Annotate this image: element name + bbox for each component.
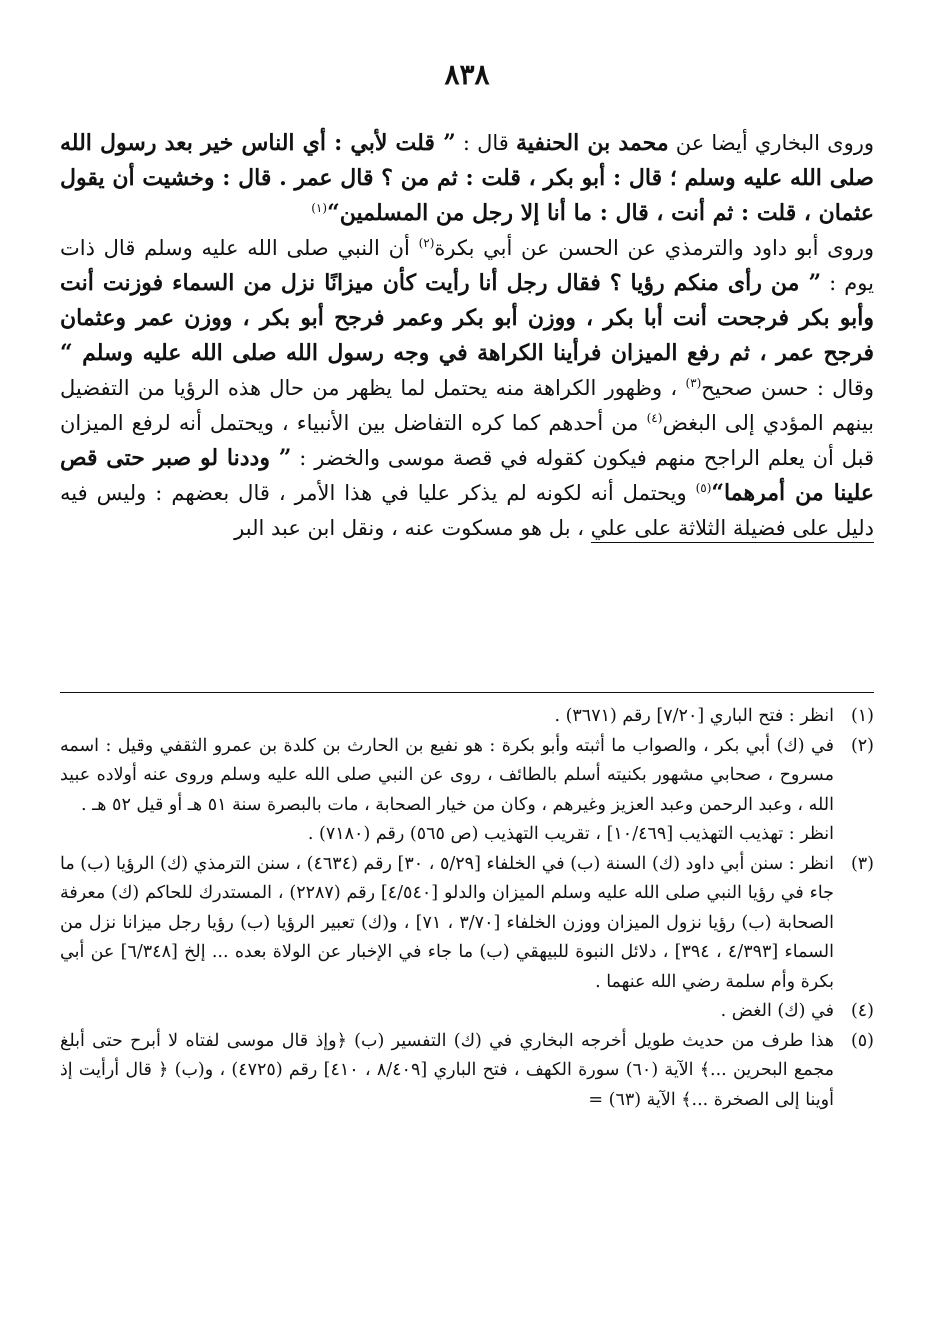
text-run: وقال : حسن صحيح: [701, 376, 875, 400]
footnote-4: [60, 997, 874, 1027]
text-run: ويحتمل أنه لكونه لم يذكر عليا في هذا الأمر ، قال بعضهم : وليس فيه: [60, 481, 696, 505]
footnote-text: انظر : فتح الباري [٧/٢٠] رقم (٣٦٧١) .: [554, 706, 834, 726]
main-text: [60, 126, 874, 546]
paragraph: [60, 231, 874, 546]
footnote-number: (١): [850, 706, 874, 726]
page-number: ٨٣٨: [444, 58, 490, 91]
footnote-number: (٥): [850, 1030, 874, 1051]
text-run: من أحدهم كما كره التفاضل بين الأنبياء ، ويحتمل أنه لرفع الميزان قبل أن يعلم الراجح منهم فيكون كقوله في قصة موسى والخضر :: [60, 411, 874, 470]
text-run: أن النبي صلى الله عليه وسلم قال ذات يوم :: [60, 236, 874, 295]
footnote-1: [60, 702, 874, 732]
underlined-text: دليل على فضيلة الثلاثة على علي: [591, 516, 874, 543]
footnote-text: انظر : تهذيب التهذيب [١٠/٤٦٩] ، تقريب التهذيب (ص ٥٦٥) رقم (٧١٨٠) .: [307, 824, 834, 844]
footnote-3: [60, 850, 874, 998]
footnote-text: في (ك) الغض .: [720, 1001, 834, 1021]
footnote-ref: (١): [311, 201, 328, 215]
footnote-separator: [60, 692, 874, 693]
footnote-ref: (٢): [418, 236, 435, 250]
footnote-ref: (٤): [646, 411, 663, 425]
paragraph: [60, 126, 874, 231]
footnote-number: (٤): [850, 1001, 874, 1021]
text-run: وروى أبو داود والترمذي عن الحسن عن أبي بكرة: [434, 236, 874, 260]
text-run: قال :: [455, 131, 516, 155]
text-run: وروى البخاري أيضا عن: [668, 131, 874, 155]
footnote-number: (٢): [850, 735, 874, 756]
quran-quote: ” وددنا لو صبر حتى قص علينا من أمرهما“: [60, 445, 874, 506]
footnote-text: في (ك) أبي بكر ، والصواب ما أثبته وأبو بكرة : هو نفيع بن الحارث بن كلدة بن عمرو الثقفي وقيل : اسمه مسروح ، صحابي مشهور بكنيته أسلم بالطائف ، روى عن النبي صلى الله عليه وسلم وروى عنه أولاده عبيد الله ، وعبد الرحمن وعبد العزيز وغيرهم ، وكان من خيار الصحابة ، مات بالبصرة سنة ٥١ هـ أو قيل ٥٢ هـ .: [60, 735, 834, 815]
footnote-5: [60, 1027, 874, 1116]
footnote-text: هذا طرف من حديث طويل أخرجه البخاري في (ك) التفسير (ب) ﴿وإذ قال موسى لفتاه لا أبرح حتى أبلغ مجمع البحرين ...﴾ الآية (٦٠) سورة الكهف ، فتح الباري [٨/٤٠٩ ، ٤١٠] رقم (٤٧٢٥) ، و(ب) ﴿ قال أرأيت إذ أوينا إلى الصخرة ...﴾ الآية (٦٣) =: [60, 1030, 834, 1110]
footnote-2: [60, 732, 874, 850]
footnote-ref: (٣): [685, 376, 702, 390]
footnote-ref: (٥): [695, 481, 712, 495]
footnotes: [60, 702, 874, 1115]
text-run: ، بل هو مسكوت عنه ، ونقل ابن عبد البر: [234, 516, 591, 540]
footnote-text: انظر : سنن أبي داود (ك) السنة (ب) في الخلفاء [٥/٢٩ ، ٣٠] رقم (٤٦٣٤) ، سنن الترمذي (ك) الرؤيا (ب) ما جاء في رؤيا النبي صلى الله عليه وسلم الميزان والدلو [٤/٥٤٠] رقم (٢٢٨٧) ، المستدرك للحاكم (ك) معرفة الصحابة (ب) رؤيا نزول الميزان ووزن الخلفاء [٣/٧٠ ، ٧١] ، و(ك) تعبير الرؤيا (ب) رؤيا رجل ميزانا نزل من السماء [٤/٣٩٣ ، ٣٩٤] ، دلائل النبوة للبيهقي (ب) ما جاء في الإخبار عن الولاة بعده ... إلخ [٦/٣٤٨] عن أبي بكرة وأم سلمة رضي الله عنهما .: [60, 853, 835, 992]
footnote-number: (٣): [850, 853, 874, 874]
hadith-quote: ” قلت لأبي : أي الناس خير بعد رسول الله صلى الله عليه وسلم ؛ قال : أبو بكر ، قلت : ثم من ؟ قال عمر . قال : وخشيت أن يقول عثمان ، قلت : ثم أنت ، قال : ما أنا إلا رجل من المسلمين“: [60, 130, 874, 226]
text-run: ، وظهور الكراهة منه يحتمل لما يظهر من حال هذه الرؤيا من التفضيل بينهم المؤدي إلى البغض: [60, 376, 875, 435]
hadith-quote: ” من رأى منكم رؤيا ؟ فقال رجل أنا رأيت كأن ميزانًا نزل من السماء فوزنت أنت وأبو بكر فرجحت أنت أبا بكر ، ووزن أبو بكر وعمر فرجح أبو بكر ، ووزن عمر وعثمان فرجح عمر ، ثم رفع الميزان فرأينا الكراهة في وجه رسول الله صلى الله عليه وسلم “: [60, 270, 874, 366]
narrator-name: محمد بن الحنفية: [515, 130, 669, 156]
